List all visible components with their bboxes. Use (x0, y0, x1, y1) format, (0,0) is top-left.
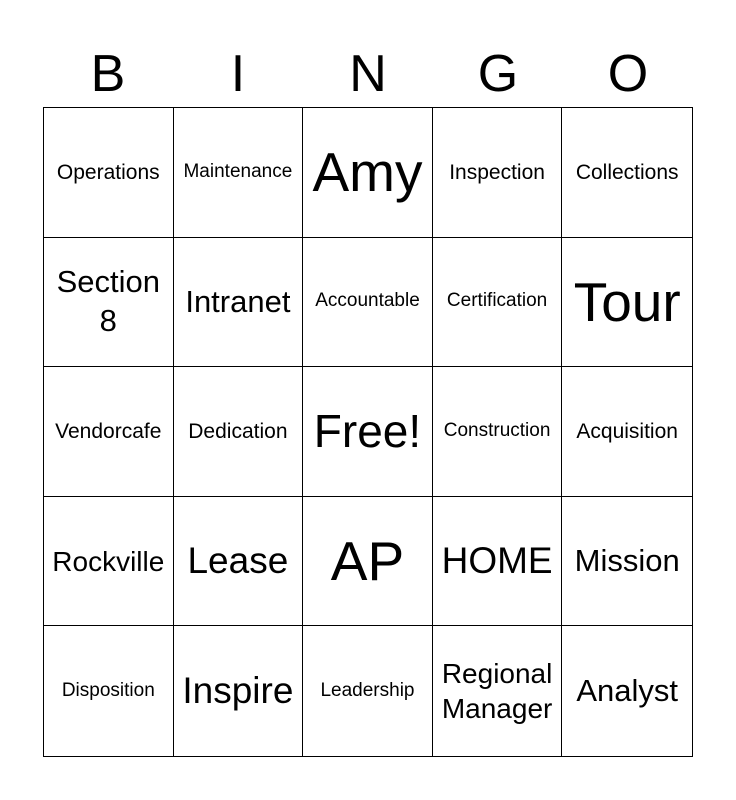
bingo-cell[interactable] (44, 238, 174, 368)
bingo-cell[interactable] (174, 367, 304, 497)
cell-text: Free! (313, 405, 422, 458)
cell-text: Inspire (182, 670, 294, 711)
free-space-cell[interactable] (303, 367, 433, 497)
bingo-cell[interactable] (303, 626, 433, 756)
cell-text: Operations (56, 160, 160, 184)
cell-text: Section 8 (56, 264, 160, 338)
bingo-header (43, 40, 693, 108)
cell-text: Mission (574, 542, 680, 578)
cell-text: Accountable (315, 290, 420, 312)
bingo-cell[interactable] (433, 238, 563, 368)
bingo-cell[interactable] (174, 108, 304, 238)
cell-text: Dedication (188, 419, 288, 443)
cell-text: Inspection (449, 160, 545, 184)
cell-text: Collections (575, 160, 679, 184)
cell-text: Rockville (52, 545, 165, 577)
cell-text: Leadership (320, 679, 415, 701)
bingo-cell[interactable] (562, 367, 692, 497)
bingo-cell[interactable] (44, 626, 174, 756)
cell-text: Lease (187, 539, 289, 581)
cell-text: Tour (573, 270, 681, 333)
cell-text: AP (330, 529, 405, 592)
bingo-cell[interactable] (562, 626, 692, 756)
bingo-cell[interactable] (303, 497, 433, 627)
bingo-cell[interactable] (562, 497, 692, 627)
bingo-cell[interactable] (433, 108, 563, 238)
header-letter-i: I (230, 45, 246, 103)
cell-text: Construction (443, 420, 551, 442)
cell-text: Intranet (185, 283, 291, 319)
bingo-cell[interactable] (433, 497, 563, 627)
header-letter-g: G (477, 45, 519, 103)
bingo-cell[interactable] (44, 108, 174, 238)
header-letter-b: B (90, 45, 126, 103)
bingo-cell[interactable] (433, 626, 563, 756)
bingo-cell[interactable] (303, 238, 433, 368)
cell-text: Maintenance (183, 160, 293, 182)
bingo-cell[interactable] (44, 367, 174, 497)
bingo-cell[interactable] (174, 238, 304, 368)
header-letter-o: O (607, 45, 649, 103)
bingo-cell[interactable] (562, 108, 692, 238)
bingo-cell[interactable] (44, 497, 174, 627)
cell-text: Disposition (61, 679, 155, 701)
header-letter-n: N (349, 45, 387, 103)
cell-text: Acquisition (576, 419, 678, 443)
bingo-cell[interactable] (174, 626, 304, 756)
cell-text: Certification (446, 290, 548, 312)
bingo-cell[interactable] (174, 497, 304, 627)
bingo-cell[interactable] (562, 238, 692, 368)
cell-text: Vendorcafe (55, 419, 162, 443)
cell-text: HOME (441, 539, 553, 581)
cell-text: Analyst (576, 672, 679, 708)
bingo-cell[interactable] (433, 367, 563, 497)
bingo-cell[interactable] (303, 108, 433, 238)
cell-text: Amy (312, 141, 423, 204)
bingo-grid (43, 107, 693, 757)
cell-text: Regional Manager (441, 658, 553, 725)
